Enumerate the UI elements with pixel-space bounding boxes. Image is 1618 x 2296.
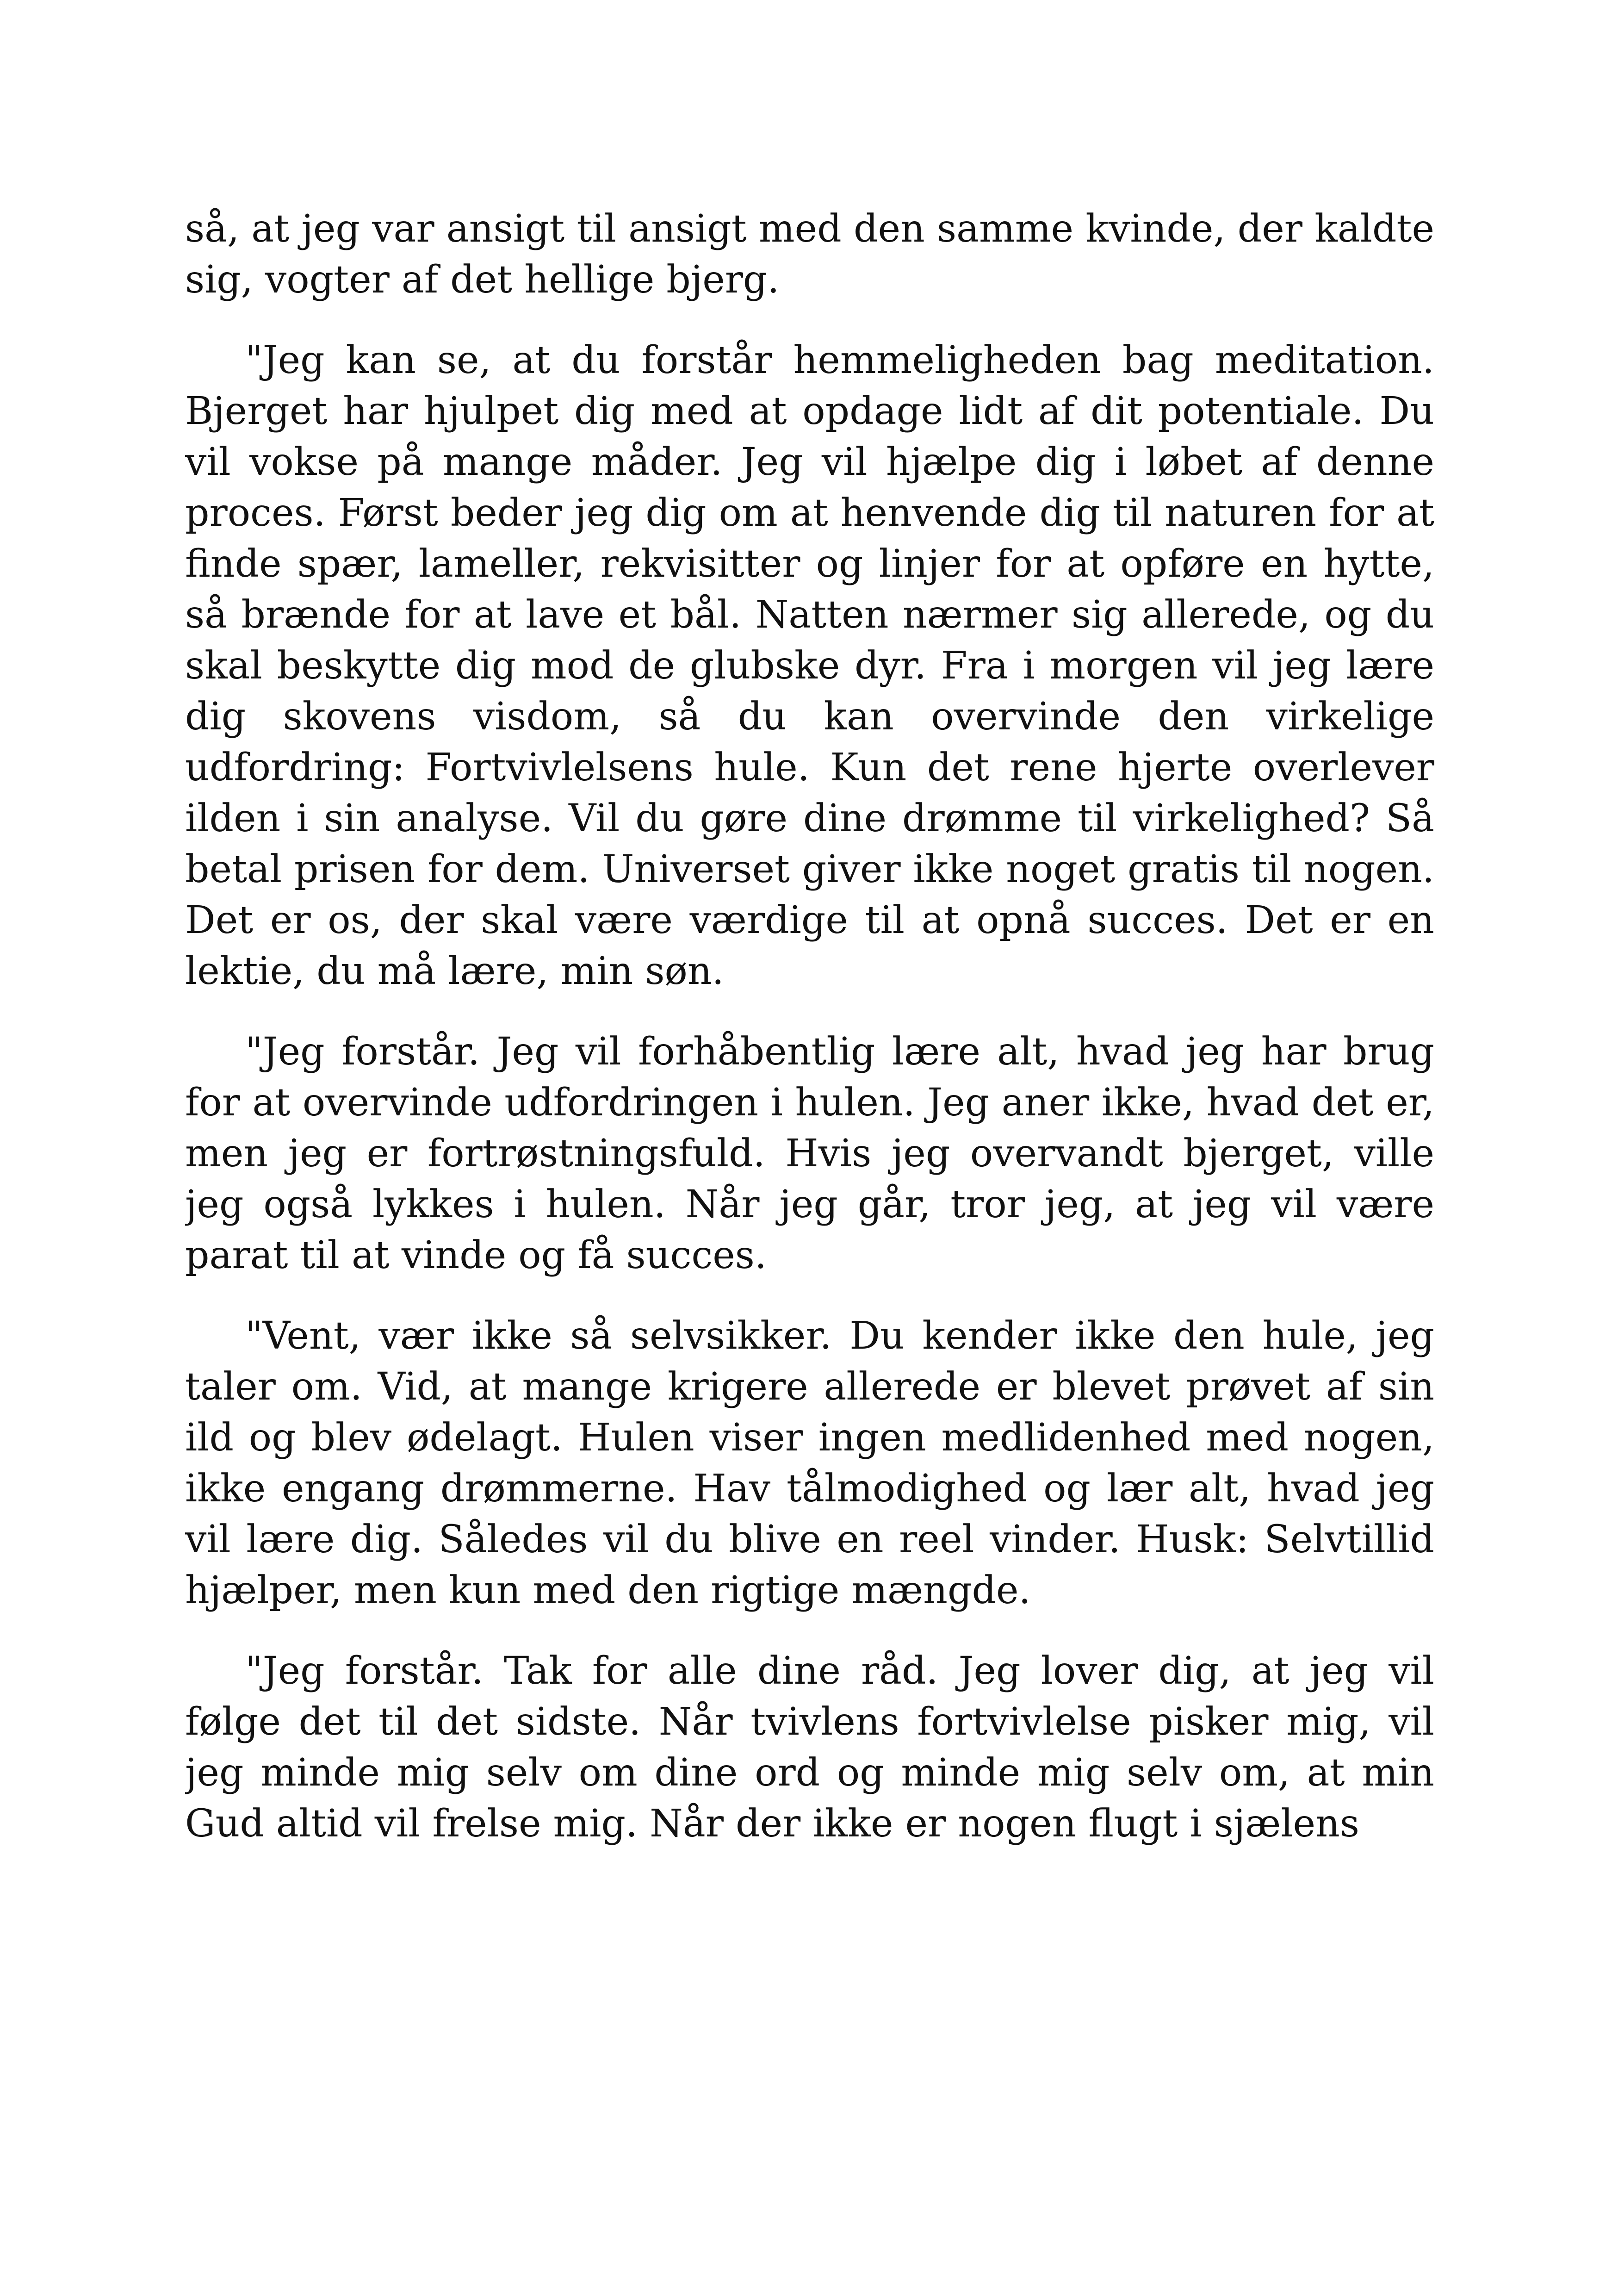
- paragraph-guardian-speech: "Jeg kan se, at du forstår hemmeligheden bag meditation. Bjerget har hjulpet dig med at opdage lidt af dit potentiale. Du vil vokse på mange måder. Jeg vil hjælpe dig i løbet af denne proces. Først beder jeg dig om at henvende dig til naturen for at finde spær, lameller, rekvisitter og linjer for at opføre en hytte, så brænde for at lave et bål. Natten nærmer sig allerede, og du skal beskytte dig mod de glubske dyr. Fra i morgen vil jeg lære dig skovens visdom, så du kan overvinde den virkelige udfordring: Fortvivlelsens hule. Kun det rene hjerte overlever ilden i sin analyse. Vil du gøre dine drømme til virkelighed? Så betal prisen for dem. Universet giver ikke noget gratis til nogen. Det er os, der skal være værdige til at opnå succes. Det er en lektie, du må lære, min søn.: [185, 338, 1434, 993]
- paragraph-continuation: så, at jeg var ansigt til ansigt med den samme kvinde, der kaldte sig, vogter af det hellige bjerg.: [185, 207, 1434, 302]
- paragraph-guardian-warning: "Vent, vær ikke så selvsikker. Du kender ikke den hule, jeg taler om. Vid, at mange krigere allerede er blevet prøvet af sin ild og blev ødelagt. Hulen viser ingen medlidenhed med nogen, ikke engang drømmerne. Hav tålmodighed og lær alt, hvad jeg vil lære dig. Således vil du blive en reel vinder. Husk: Selvtillid hjælper, men kun med den rigtige mængde.: [185, 1314, 1434, 1612]
- paragraph-reply-promise: "Jeg forstår. Tak for alle dine råd. Jeg lover dig, at jeg vil følge det til det sidste. Når tvivlens fortvivlelse pisker mig, vil jeg minde mig selv om dine ord og minde mig selv om, at min Gud altid vil frelse mig. Når der ikke er nogen flugt i sjælens: [185, 1649, 1434, 1846]
- book-page: [185, 204, 1434, 2240]
- paragraph-reply-understand: "Jeg forstår. Jeg vil forhåbentlig lære alt, hvad jeg har brug for at overvinde udfordringen i hulen. Jeg aner ikke, hvad det er, men jeg er fortrøstningsfuld. Hvis jeg overvandt bjerget, ville jeg også lykkes i hulen. Når jeg går, tror jeg, at jeg vil være parat til at vinde og få succes.: [185, 1030, 1434, 1277]
